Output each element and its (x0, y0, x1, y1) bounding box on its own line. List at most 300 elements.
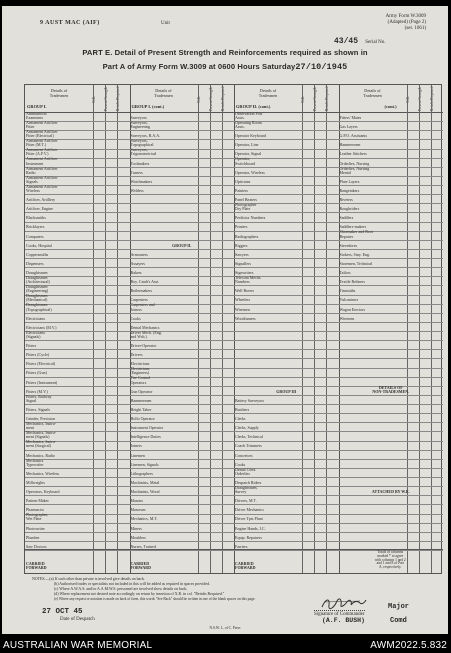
trade-name: Armament Artificer Fitter (Electrical) (26, 129, 58, 139)
unit-line (40, 20, 170, 26)
table-row (234, 131, 339, 140)
trade-name: Concretors (235, 452, 253, 458)
carried-forward-label: CARRIED FORWARD (235, 560, 256, 570)
trade-name: Vulcanisers (339, 297, 359, 303)
table-row (130, 159, 235, 168)
trade-name: Armament Artificer Wireless (26, 183, 58, 193)
details-of-tradesmen-label: Details of Tradesmen (363, 88, 382, 98)
table-row (130, 423, 235, 432)
trade-name: Well Borers (235, 288, 255, 294)
serial-number: 43/45 (334, 37, 359, 46)
trade-name: Computers (26, 233, 44, 239)
trade-name: Sawyers (235, 251, 249, 257)
signature-label: Signature of Commander (314, 612, 365, 617)
trade-name: Cooks (130, 315, 141, 321)
table-row (339, 451, 444, 460)
trade-name: Joiners (130, 443, 142, 449)
details-of-tradesmen-label: Details of Tradesmen (49, 88, 69, 98)
trade-name: Fitters (26, 343, 37, 349)
signature-scribble (320, 596, 368, 610)
table-row (234, 156, 339, 168)
trade-name: Millwrights (26, 479, 45, 485)
table-row (130, 232, 235, 241)
trade-name: Battery Surveyors (235, 397, 264, 403)
trade-name: Electricians (26, 315, 45, 321)
totals-note: Totals of columns marked * to agree with columns 1 and 2 and 1 and 8 of Part A, respectively. (374, 550, 406, 570)
table-row (130, 250, 235, 259)
trade-name: Photowriter (26, 525, 45, 531)
table-row (234, 359, 339, 368)
trade-name: G.P.O. Assistants (339, 133, 368, 139)
table-row (339, 250, 444, 259)
form-title-line1: PART E. Detail of Present Strength and Reinforcements required as shown in (82, 48, 368, 57)
trade-name: Grinder, Precision (26, 416, 56, 422)
table-row (130, 442, 235, 451)
trade-name: Draughtsmen (Engineering) (26, 284, 49, 294)
table-row (234, 204, 339, 213)
table-row (234, 250, 339, 259)
table-row (339, 323, 444, 332)
trade-name: Opticians (235, 178, 251, 184)
table-row (234, 213, 339, 222)
trade-name: Painters (235, 187, 248, 193)
table-row (234, 332, 339, 341)
column-header (25, 85, 130, 113)
table-row (234, 277, 339, 286)
despatch-block (42, 608, 95, 622)
table-row (234, 533, 339, 542)
trade-name: Wiremen (235, 306, 250, 312)
trade-name: Electricians (130, 361, 150, 367)
trade-name: Plumber (26, 534, 40, 540)
table-row (339, 423, 444, 432)
trade-name: Wagon Erectors (339, 306, 366, 312)
carried-forward-row (130, 549, 235, 573)
table-row (339, 460, 444, 469)
trade-name: Nurses, Trained (130, 543, 156, 549)
trade-name: Fitters (Electrical) (26, 361, 56, 367)
table-row (234, 314, 339, 323)
unit-name: 9 AUST MAC (AIF) (40, 20, 100, 26)
trade-name: Fire Control Operators (130, 375, 151, 385)
trade-name: Armament Artificer Radio (26, 165, 58, 175)
table-row (339, 241, 444, 250)
table-row (339, 350, 444, 359)
trade-name: Armament Artificer Instrument (26, 156, 58, 166)
table-row (130, 302, 235, 314)
trade-name: Fitters, Railway Signal (26, 393, 52, 403)
table-row (234, 223, 339, 232)
trade-name: Surveyors, Topographical (130, 138, 154, 148)
table-row (234, 232, 339, 241)
trade-name: Farriers (235, 543, 248, 549)
column-header (234, 85, 339, 113)
trade-name: Engine Hands, I.C. (235, 525, 266, 531)
table-row (25, 369, 130, 378)
trade-name: Carpenters and Joiners (130, 302, 155, 312)
table-row (130, 496, 235, 505)
table-row (339, 487, 444, 496)
trade-name: Telecom Mechs. Numbers (235, 275, 262, 285)
trade-name: Hammermen (130, 397, 152, 403)
trade-name: Fitters (Cycle) (26, 352, 50, 358)
table-row (130, 186, 235, 195)
table-row (130, 533, 235, 542)
trade-name: Height Taker (130, 406, 152, 412)
trade-name: Cooks (235, 461, 246, 467)
table-row (234, 241, 339, 250)
table-row (234, 432, 339, 441)
sub-column-header: W.E. (196, 95, 201, 103)
table-row (339, 165, 444, 177)
table-row (234, 186, 339, 195)
trade-name: Assayers (130, 260, 145, 266)
sub-column-header: Present Strength (208, 87, 213, 111)
table-row (234, 515, 339, 524)
table-row (339, 296, 444, 305)
trade-name: Artificer, Artillery (26, 197, 56, 203)
table-row (25, 439, 130, 451)
trade-name: Dispensers (26, 260, 44, 266)
table-row (130, 223, 235, 232)
note-line: NOTES.—(a) If such other than private is involved give details on back. (32, 577, 145, 581)
trade-name: Blacksmiths (26, 215, 46, 221)
table-row (25, 195, 130, 204)
sub-column-header: W.E. (405, 95, 410, 103)
trade-name: Equip. Repairers (235, 534, 262, 540)
table-row (339, 213, 444, 222)
trade-name: Operator, Wireless (235, 169, 265, 175)
table-row (130, 341, 235, 350)
table-row (234, 451, 339, 460)
table-row (130, 387, 235, 396)
sub-column-header: W.E. (301, 95, 306, 103)
trade-name: Driver Tpts Plant (235, 516, 263, 522)
table-row (25, 487, 130, 496)
table-row (339, 122, 444, 131)
trade-name: Mechanics, Instru- ment (Surgical) (26, 439, 56, 449)
form-ser-ref: (ser. 1061) (404, 26, 426, 31)
table-row (25, 241, 130, 250)
table-row (339, 259, 444, 268)
trade-name: Armament Artificer Fitter (M.T.) (26, 138, 58, 148)
trade-name: Drivers (130, 352, 143, 358)
trade-name: Stevedores (339, 242, 358, 248)
carried-forward-row (234, 549, 339, 573)
table-row (25, 232, 130, 241)
trade-name: Machinists, Wood (130, 489, 160, 495)
table-row (339, 140, 444, 149)
table-row (234, 387, 339, 396)
trade-name: Saddlers (339, 215, 354, 221)
trade-name: Masons (130, 498, 143, 504)
trade-name: Gas Layers (339, 124, 358, 130)
form-notes (32, 577, 442, 601)
trade-name: Armament Artificer Fitter (A.F.V.) (26, 147, 58, 157)
sub-column-header: Present Strength (104, 87, 109, 111)
trade-name: Carpenters (130, 297, 148, 303)
table-row (25, 524, 130, 533)
note-line: (d) Where replacement not desired note accordingly on return by insertion of X.R. in col. "Reinfts Required." (54, 591, 225, 596)
table-row (25, 329, 130, 341)
table-row (339, 524, 444, 533)
table-row (25, 259, 130, 268)
table-row (339, 277, 444, 286)
table-row (234, 414, 339, 423)
trade-name: Armourers (130, 251, 148, 257)
trade-name: Miners (130, 525, 142, 531)
trade-name: Moulders (130, 534, 146, 540)
return-date: 27/10/1945 (295, 62, 348, 72)
trade-name: Clerks (235, 416, 246, 422)
trade-name: Artificer, Engine (26, 206, 53, 212)
table-row (339, 305, 444, 314)
archive-caption-bar (0, 636, 451, 653)
trade-name: Riggers (235, 242, 248, 248)
table-row (130, 168, 235, 177)
details-of-tradesmen-label: Details of Tradesmen (154, 88, 173, 98)
trade-name: Operator, Signal (235, 151, 262, 157)
group-label: GROUP II. (cont.) (236, 104, 271, 109)
unit-label: Unit (160, 21, 170, 26)
group-label: GROUP I. (27, 104, 47, 109)
despatch-label: Date of Despatch (60, 617, 95, 622)
table-row (339, 204, 444, 213)
trade-name: Clerks, Supply (235, 425, 259, 431)
column-header (339, 85, 444, 113)
carried-forward-row (25, 549, 130, 573)
trade-name: Wheelers (235, 297, 251, 303)
table-row (130, 432, 235, 441)
table-row (234, 396, 339, 405)
table-row (130, 119, 235, 131)
trade-name: Fitters (Gun) (26, 370, 47, 376)
table-row (339, 384, 444, 396)
table-row (25, 183, 130, 195)
trade-name: Draughtsmen, Survey (235, 484, 258, 495)
trade-name: Masseurs (130, 507, 146, 513)
table-row (130, 314, 235, 323)
table-row (339, 405, 444, 414)
trade-name: Drivers, M.T. (235, 498, 257, 504)
trade-name: Surveyors, R.A.A. (130, 133, 161, 139)
sub-column-header: Reinfts Required (325, 86, 330, 111)
table-row (130, 286, 235, 295)
trade-name: Draughtsmen (Architectural) (26, 275, 50, 285)
trade-name: Boilermakers (130, 288, 153, 294)
trade-name: Coach Trimmers (235, 443, 262, 449)
table-row (25, 250, 130, 259)
form-title-line2 (2, 62, 448, 72)
trade-name: Orderlies, Nursing (339, 160, 370, 166)
trade-name: Photographer, Wet Plate (26, 512, 49, 522)
trade-name: Signwriters (235, 270, 254, 276)
table-row (25, 302, 130, 314)
trade-name: Hammermen (339, 142, 361, 148)
table-row (339, 286, 444, 295)
table-row (234, 323, 339, 332)
table-row (339, 186, 444, 195)
trade-name: Armament Artificer Fitter (26, 119, 58, 130)
table-row (25, 223, 130, 232)
group-heading: ATTACHED BY W.E. (371, 489, 410, 495)
table-row (339, 442, 444, 451)
trade-name: Fitters (Instrument) (26, 379, 58, 385)
trade-name: Linemen (130, 452, 145, 458)
trade-name: Driver Mech. (Eng. and Wsh.) (130, 329, 162, 339)
trade-list (25, 110, 130, 551)
table-row (234, 423, 339, 432)
group-heading: DETAILS OF NON-TRADESMEN. (372, 384, 410, 394)
trade-name: Textile Refiners (339, 279, 366, 285)
trade-name: Predictor Numbers (235, 215, 266, 221)
trade-name: Mechanics, Wireless (26, 470, 60, 476)
table-row (25, 405, 130, 414)
table-row (25, 457, 130, 469)
table-row (339, 359, 444, 368)
table-row (25, 393, 130, 405)
form-adapted: (Adapted) (Page 2) (387, 20, 426, 25)
table-row (130, 505, 235, 514)
trade-name: Driver Mechanics (235, 507, 264, 513)
trade-name: Butchers (235, 406, 250, 412)
table-row (339, 177, 444, 186)
trade-name: Hollo Operator (130, 416, 155, 422)
trade-name: Boy. Cmdr's Asst. (130, 279, 160, 285)
trade-name: Lithographers (130, 470, 153, 476)
table-row (130, 524, 235, 533)
trade-name: Operator, Switchboard (235, 156, 256, 166)
despatch-date: 27 OCT 45 (42, 608, 83, 616)
carried-forward-label: CARRIED FORWARD (26, 560, 47, 570)
trade-name: Photographer Dry Plate (235, 202, 257, 212)
trade-name: Operator, Line (235, 142, 259, 148)
table-row (234, 466, 339, 478)
table-row (25, 496, 130, 505)
table-row (234, 296, 339, 305)
table-row (25, 378, 130, 387)
column-header (130, 85, 235, 113)
trade-name: Ammunition Examiners (26, 110, 47, 120)
trade-name: Despatch Riders (235, 479, 262, 485)
table-row (130, 195, 235, 204)
table-row (339, 268, 444, 277)
table-row (130, 259, 235, 268)
table-row (339, 496, 444, 505)
group-heading: GROUP II. (172, 242, 192, 248)
serial-label: Serial No. (365, 40, 386, 45)
trade-name: Saw Doctors (26, 543, 47, 549)
trade-name: Radiographers (235, 233, 259, 239)
table-row (234, 168, 339, 177)
table-row (339, 432, 444, 441)
signatory-rank: Major (388, 603, 410, 611)
table-row (234, 378, 339, 387)
table-row (25, 341, 130, 350)
trade-name: Rangetakers (339, 187, 360, 193)
table-row (130, 375, 235, 387)
note-line: (b) Authorised trades or specialists not included in this will be added as required in spaces provided. (54, 581, 210, 586)
signatory-name: (A.F. BUSH) (322, 617, 365, 624)
table-row (234, 119, 339, 131)
table-row (130, 350, 235, 359)
table-row (25, 213, 130, 222)
table-row (234, 350, 339, 359)
table-row (130, 241, 235, 250)
table-row (339, 369, 444, 378)
trade-name: Tinsmiths (339, 288, 356, 294)
table-row (25, 533, 130, 542)
trade-name: Tailors (339, 270, 351, 276)
trade-name: Shoemaker and Boot Repairer (339, 229, 374, 239)
table-row (130, 414, 235, 423)
table-row (130, 487, 235, 496)
table-row (130, 277, 235, 286)
table-row (25, 314, 130, 323)
table-row (339, 332, 444, 341)
trade-name: Orderlies, Nursing Mental (339, 165, 370, 175)
trade-name: Watchmakers (130, 178, 153, 184)
trade-name: Draughtsmen (Mechanical) (26, 293, 48, 303)
carried-forward-row (339, 549, 444, 573)
trade-name: Panel Beaters (235, 197, 257, 203)
trade-name: Bakers (130, 270, 142, 276)
table-row (339, 150, 444, 159)
trade-name: Toolmakers (130, 160, 150, 166)
table-row (339, 533, 444, 542)
table-row (130, 177, 235, 186)
trade-name: Dental Mechanics (130, 324, 160, 330)
table-row (130, 451, 235, 460)
trade-name: Surveyors, Trigonometrical (130, 147, 157, 157)
army-form-page (2, 6, 448, 634)
trade-name: Saddlers-makers (339, 224, 367, 230)
trade-name: Fitters' Mates (339, 114, 362, 120)
table-row (130, 469, 235, 478)
table-row (130, 268, 235, 277)
trade-name: Mechanics Typewriter (26, 457, 44, 467)
table-row (339, 505, 444, 514)
trade-name: Clerks, Technical (235, 434, 263, 440)
table-row (339, 131, 444, 140)
archive-reference: AWM2022.5.832 (370, 640, 447, 651)
details-of-tradesmen-label: Details of Tradesmen (258, 88, 278, 98)
trade-name: Roughriders (339, 206, 360, 212)
table-row (339, 396, 444, 405)
trade-name: Electricians (M.V.) (26, 324, 57, 330)
trade-name: Mechanics, Instru- ment (26, 421, 56, 431)
tradesmen-table (24, 84, 442, 574)
trade-name: Operating Room Assts. (235, 119, 262, 130)
table-row (234, 496, 339, 505)
trade-name: Draughtsmen (Topographical) (26, 302, 52, 312)
trade-name: Draughtsmen (26, 270, 48, 276)
sub-column-header: Present Strength (313, 87, 318, 111)
table-row (234, 484, 339, 496)
trade-list (339, 113, 444, 551)
table-row (25, 469, 130, 478)
table-row (339, 414, 444, 423)
table-row (234, 524, 339, 533)
table-row (234, 405, 339, 414)
trade-name: Woodturners (235, 315, 256, 321)
signature-block (314, 600, 365, 624)
table-row (339, 341, 444, 350)
trade-name: Machinists, Metal (130, 479, 160, 485)
sub-column-header: Present Strength (417, 87, 422, 111)
trade-name: Electricians (Signals) (26, 329, 45, 339)
trade-name: Surveyors (130, 114, 147, 120)
